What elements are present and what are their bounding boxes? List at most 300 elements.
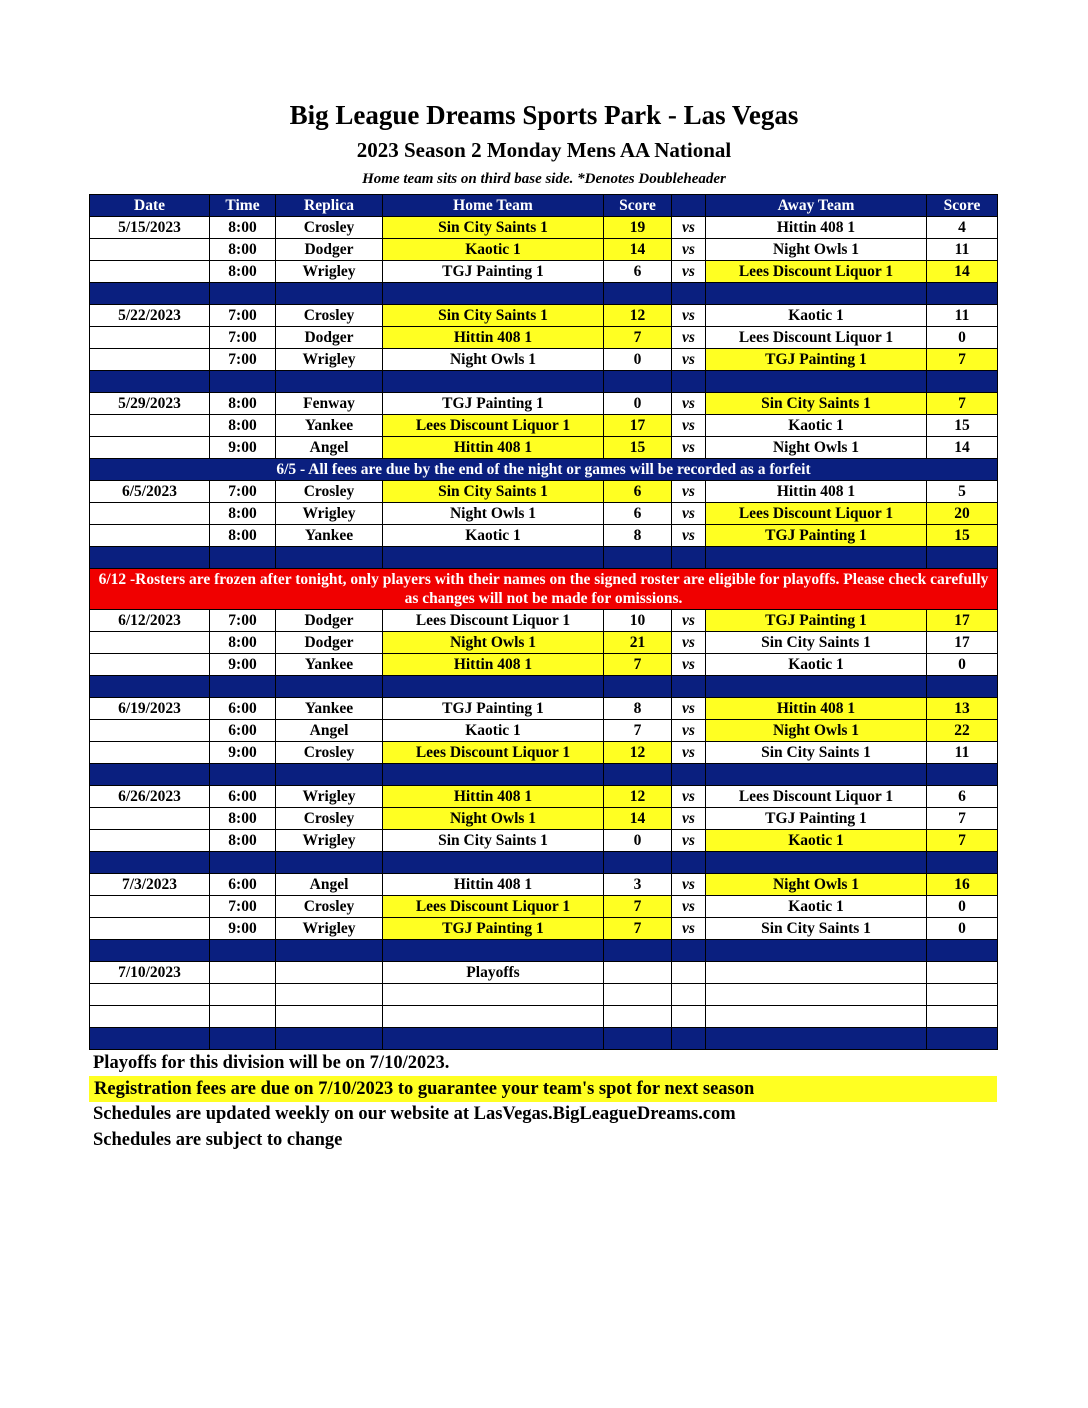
away-team-cell [706,984,927,1006]
separator-cell [210,940,276,962]
separator-cell [672,676,706,698]
home-score-cell: 12 [604,305,672,327]
date-cell [90,654,210,676]
away-score-cell: 17 [927,632,998,654]
table-row [90,481,998,503]
home-team-note: Home team sits on third base side. *Denotes Doubleheader [362,171,726,187]
separator-cell [383,676,604,698]
week-separator-row [90,1028,998,1050]
time-cell: 8:00 [210,415,276,437]
away-team-cell [706,962,927,984]
separator-cell [90,764,210,786]
replica-cell: Wrigley [276,261,383,283]
home-score-cell: 0 [604,349,672,371]
away-score-cell [927,1006,998,1028]
replica-cell [276,1006,383,1028]
replica-cell: Fenway [276,393,383,415]
vs-cell: vs [672,654,706,676]
home-score-cell: 12 [604,742,672,764]
vs-cell: vs [672,305,706,327]
separator-cell [276,547,383,569]
away-team-cell: Lees Discount Liquor 1 [706,786,927,808]
separator-cell [383,852,604,874]
away-team-cell: TGJ Painting 1 [706,525,927,547]
date-cell [90,261,210,283]
away-team-cell: Hittin 408 1 [706,217,927,239]
website-note: Schedules are updated weekly on our website at LasVegas.BigLeagueDreams.com [93,1104,736,1124]
home-team-cell: Hittin 408 1 [383,874,604,896]
away-score-cell: 0 [927,896,998,918]
roster-alert-text: 6/12 -Rosters are frozen after tonight, only players with their names on the signed roster are eligible for playoffs. Please check carefully as changes will not be made for omissions. [90,569,998,610]
date-cell [90,437,210,459]
date-cell [90,918,210,940]
home-score-cell [604,962,672,984]
time-cell: 8:00 [210,808,276,830]
separator-cell [276,940,383,962]
separator-cell [604,940,672,962]
separator-cell [672,1028,706,1050]
table-row [90,962,998,984]
date-cell [90,984,210,1006]
home-team-cell: Hittin 408 1 [383,327,604,349]
col-header-home-score: Score [604,195,672,217]
date-cell [90,1006,210,1028]
separator-cell [604,764,672,786]
vs-cell: vs [672,808,706,830]
week-separator-row [90,852,998,874]
separator-cell [276,764,383,786]
away-score-cell: 15 [927,525,998,547]
date-cell [90,349,210,371]
away-score-cell: 17 [927,610,998,632]
home-team-cell: Lees Discount Liquor 1 [383,415,604,437]
replica-cell: Crosley [276,808,383,830]
separator-cell [383,940,604,962]
time-cell: 8:00 [210,525,276,547]
replica-cell: Yankee [276,698,383,720]
separator-cell [210,547,276,569]
separator-cell [927,371,998,393]
away-team-cell: Lees Discount Liquor 1 [706,261,927,283]
home-team-cell: Kaotic 1 [383,239,604,261]
vs-cell: vs [672,874,706,896]
home-team-cell: Lees Discount Liquor 1 [383,742,604,764]
vs-cell: vs [672,503,706,525]
separator-cell [706,940,927,962]
separator-cell [604,852,672,874]
time-cell: 7:00 [210,896,276,918]
week-separator-row [90,371,998,393]
separator-cell [672,371,706,393]
separator-cell [672,852,706,874]
away-score-cell: 15 [927,415,998,437]
change-note: Schedules are subject to change [93,1130,343,1150]
time-cell: 8:00 [210,261,276,283]
away-team-cell: TGJ Painting 1 [706,610,927,632]
home-score-cell: 6 [604,481,672,503]
separator-cell [927,764,998,786]
separator-cell [604,371,672,393]
away-score-cell: 7 [927,830,998,852]
separator-cell [927,852,998,874]
away-team-cell: Hittin 408 1 [706,698,927,720]
home-score-cell: 0 [604,830,672,852]
week-separator-row [90,940,998,962]
home-score-cell: 10 [604,610,672,632]
separator-cell [706,852,927,874]
home-team-cell: Lees Discount Liquor 1 [383,610,604,632]
vs-cell: vs [672,918,706,940]
vs-cell: vs [672,698,706,720]
away-team-cell: Sin City Saints 1 [706,742,927,764]
separator-cell [276,676,383,698]
away-team-cell: Lees Discount Liquor 1 [706,327,927,349]
replica-cell: Dodger [276,239,383,261]
replica-cell: Crosley [276,742,383,764]
table-row [90,896,998,918]
away-score-cell: 14 [927,261,998,283]
separator-cell [383,1028,604,1050]
date-cell [90,503,210,525]
vs-cell: vs [672,786,706,808]
away-team-cell: Kaotic 1 [706,654,927,676]
away-score-cell: 11 [927,305,998,327]
home-score-cell: 7 [604,654,672,676]
away-team-cell: Sin City Saints 1 [706,632,927,654]
separator-cell [706,547,927,569]
separator-cell [276,852,383,874]
fee-notice-row [90,459,998,481]
table-row [90,874,998,896]
vs-cell: vs [672,742,706,764]
week-separator-row [90,283,998,305]
replica-cell: Yankee [276,525,383,547]
home-team-cell: Sin City Saints 1 [383,830,604,852]
away-team-cell: Kaotic 1 [706,830,927,852]
separator-cell [672,764,706,786]
replica-cell: Dodger [276,610,383,632]
away-team-cell: Night Owls 1 [706,239,927,261]
away-score-cell: 0 [927,327,998,349]
away-team-cell: Hittin 408 1 [706,481,927,503]
home-score-cell: 7 [604,896,672,918]
separator-cell [90,852,210,874]
away-score-cell: 7 [927,349,998,371]
home-score-cell: 14 [604,239,672,261]
vs-cell: vs [672,415,706,437]
table-row [90,742,998,764]
table-row [90,632,998,654]
replica-cell: Yankee [276,654,383,676]
separator-cell [90,547,210,569]
separator-cell [210,852,276,874]
table-row [90,984,998,1006]
col-header-time: Time [210,195,276,217]
replica-cell: Crosley [276,896,383,918]
table-header-row [90,195,998,217]
table-row [90,217,998,239]
replica-cell: Crosley [276,481,383,503]
table-row [90,393,998,415]
home-score-cell: 7 [604,327,672,349]
replica-cell: Crosley [276,217,383,239]
table-row [90,808,998,830]
table-row [90,349,998,371]
home-team-cell [383,984,604,1006]
date-cell: 5/15/2023 [90,217,210,239]
home-team-cell: Kaotic 1 [383,525,604,547]
time-cell: 8:00 [210,503,276,525]
replica-cell: Wrigley [276,503,383,525]
date-cell [90,720,210,742]
separator-cell [90,940,210,962]
roster-alert-row [90,569,998,610]
separator-cell [90,1028,210,1050]
separator-cell [927,940,998,962]
away-score-cell [927,984,998,1006]
home-team-cell: TGJ Painting 1 [383,918,604,940]
col-header-vs [672,195,706,217]
home-team-cell: Night Owls 1 [383,349,604,371]
replica-cell: Dodger [276,632,383,654]
replica-cell [276,962,383,984]
replica-cell: Wrigley [276,918,383,940]
table-row [90,503,998,525]
home-score-cell: 3 [604,874,672,896]
home-team-cell: TGJ Painting 1 [383,393,604,415]
separator-cell [706,283,927,305]
separator-cell [927,1028,998,1050]
home-score-cell: 12 [604,786,672,808]
table-row [90,918,998,940]
separator-cell [210,371,276,393]
col-header-replica: Replica [276,195,383,217]
date-cell [90,525,210,547]
date-cell: 7/10/2023 [90,962,210,984]
date-cell [90,742,210,764]
away-score-cell: 11 [927,239,998,261]
separator-cell [672,283,706,305]
home-team-cell: Playoffs [383,962,604,984]
time-cell: 9:00 [210,654,276,676]
home-score-cell: 7 [604,720,672,742]
week-separator-row [90,764,998,786]
away-team-cell: Night Owls 1 [706,874,927,896]
playoffs-note: Playoffs for this division will be on 7/10/2023. [93,1053,450,1073]
date-cell: 6/5/2023 [90,481,210,503]
date-cell: 5/22/2023 [90,305,210,327]
replica-cell: Angel [276,720,383,742]
away-team-cell: Sin City Saints 1 [706,918,927,940]
replica-cell: Crosley [276,305,383,327]
away-score-cell: 11 [927,742,998,764]
date-cell [90,632,210,654]
separator-cell [706,764,927,786]
page-title: Big League Dreams Sports Park - Las Vegas [289,100,799,130]
replica-cell: Wrigley [276,786,383,808]
away-score-cell: 4 [927,217,998,239]
time-cell [210,984,276,1006]
away-score-cell: 13 [927,698,998,720]
separator-cell [604,676,672,698]
date-cell [90,327,210,349]
home-team-cell: TGJ Painting 1 [383,698,604,720]
time-cell: 7:00 [210,481,276,503]
table-row [90,720,998,742]
replica-cell: Dodger [276,327,383,349]
away-score-cell: 14 [927,437,998,459]
home-team-cell: Hittin 408 1 [383,437,604,459]
time-cell: 8:00 [210,239,276,261]
separator-cell [927,547,998,569]
home-team-cell: Sin City Saints 1 [383,481,604,503]
home-score-cell: 21 [604,632,672,654]
away-team-cell: Kaotic 1 [706,305,927,327]
separator-cell [383,371,604,393]
home-team-cell: Hittin 408 1 [383,786,604,808]
registration-note: Registration fees are due on 7/10/2023 to guarantee your team's spot for next season [89,1076,997,1102]
col-header-home-team: Home Team [383,195,604,217]
vs-cell: vs [672,830,706,852]
vs-cell: vs [672,437,706,459]
away-team-cell: Kaotic 1 [706,896,927,918]
vs-cell: vs [672,393,706,415]
schedule-table [89,194,998,1050]
col-header-away-score: Score [927,195,998,217]
table-row [90,1006,998,1028]
separator-cell [90,676,210,698]
table-row [90,305,998,327]
vs-cell: vs [672,261,706,283]
away-team-cell: TGJ Painting 1 [706,349,927,371]
vs-cell: vs [672,632,706,654]
date-cell: 6/19/2023 [90,698,210,720]
separator-cell [90,283,210,305]
date-cell [90,415,210,437]
col-header-away-team: Away Team [706,195,927,217]
away-score-cell: 6 [927,786,998,808]
time-cell: 7:00 [210,327,276,349]
page-subtitle: 2023 Season 2 Monday Mens AA National [356,138,732,162]
separator-cell [604,547,672,569]
home-score-cell: 19 [604,217,672,239]
table-row [90,654,998,676]
time-cell [210,1006,276,1028]
separator-cell [383,764,604,786]
away-score-cell: 16 [927,874,998,896]
table-row [90,415,998,437]
replica-cell [276,984,383,1006]
table-row [90,239,998,261]
date-cell: 6/26/2023 [90,786,210,808]
time-cell: 6:00 [210,786,276,808]
home-team-cell: Night Owls 1 [383,808,604,830]
replica-cell: Angel [276,874,383,896]
home-team-cell: Night Owls 1 [383,503,604,525]
away-score-cell: 7 [927,393,998,415]
away-score-cell: 22 [927,720,998,742]
separator-cell [276,283,383,305]
home-score-cell: 6 [604,503,672,525]
home-score-cell: 8 [604,698,672,720]
away-team-cell: Kaotic 1 [706,415,927,437]
separator-cell [90,371,210,393]
schedule-body [90,217,998,1050]
time-cell: 6:00 [210,874,276,896]
date-cell [90,896,210,918]
vs-cell [672,984,706,1006]
time-cell: 8:00 [210,830,276,852]
date-cell: 5/29/2023 [90,393,210,415]
home-team-cell: Lees Discount Liquor 1 [383,896,604,918]
separator-cell [672,547,706,569]
home-score-cell: 0 [604,393,672,415]
time-cell: 8:00 [210,393,276,415]
week-separator-row [90,547,998,569]
home-team-cell: Night Owls 1 [383,632,604,654]
home-team-cell [383,1006,604,1028]
fee-notice-text: 6/5 - All fees are due by the end of the night or games will be recorded as a forfeit [90,459,998,481]
vs-cell: vs [672,481,706,503]
separator-cell [383,283,604,305]
home-team-cell: Hittin 408 1 [383,654,604,676]
time-cell: 9:00 [210,918,276,940]
time-cell: 7:00 [210,610,276,632]
separator-cell [927,676,998,698]
time-cell: 7:00 [210,349,276,371]
vs-cell: vs [672,896,706,918]
table-row [90,786,998,808]
separator-cell [706,1028,927,1050]
replica-cell: Angel [276,437,383,459]
date-cell: 6/12/2023 [90,610,210,632]
home-team-cell: TGJ Painting 1 [383,261,604,283]
home-score-cell: 15 [604,437,672,459]
time-cell [210,962,276,984]
date-cell [90,830,210,852]
away-team-cell: Night Owls 1 [706,720,927,742]
vs-cell: vs [672,610,706,632]
table-row [90,698,998,720]
table-row [90,437,998,459]
away-score-cell: 5 [927,481,998,503]
home-score-cell: 8 [604,525,672,547]
home-score-cell: 7 [604,918,672,940]
time-cell: 9:00 [210,742,276,764]
date-cell [90,239,210,261]
vs-cell [672,1006,706,1028]
separator-cell [604,1028,672,1050]
separator-cell [210,1028,276,1050]
table-row [90,830,998,852]
home-score-cell: 14 [604,808,672,830]
separator-cell [276,371,383,393]
table-row [90,261,998,283]
vs-cell: vs [672,217,706,239]
vs-cell: vs [672,525,706,547]
replica-cell: Wrigley [276,830,383,852]
separator-cell [927,283,998,305]
away-team-cell: Night Owls 1 [706,437,927,459]
col-header-date: Date [90,195,210,217]
separator-cell [706,371,927,393]
home-score-cell [604,1006,672,1028]
away-team-cell [706,1006,927,1028]
separator-cell [210,283,276,305]
home-team-cell: Kaotic 1 [383,720,604,742]
home-score-cell [604,984,672,1006]
separator-cell [276,1028,383,1050]
